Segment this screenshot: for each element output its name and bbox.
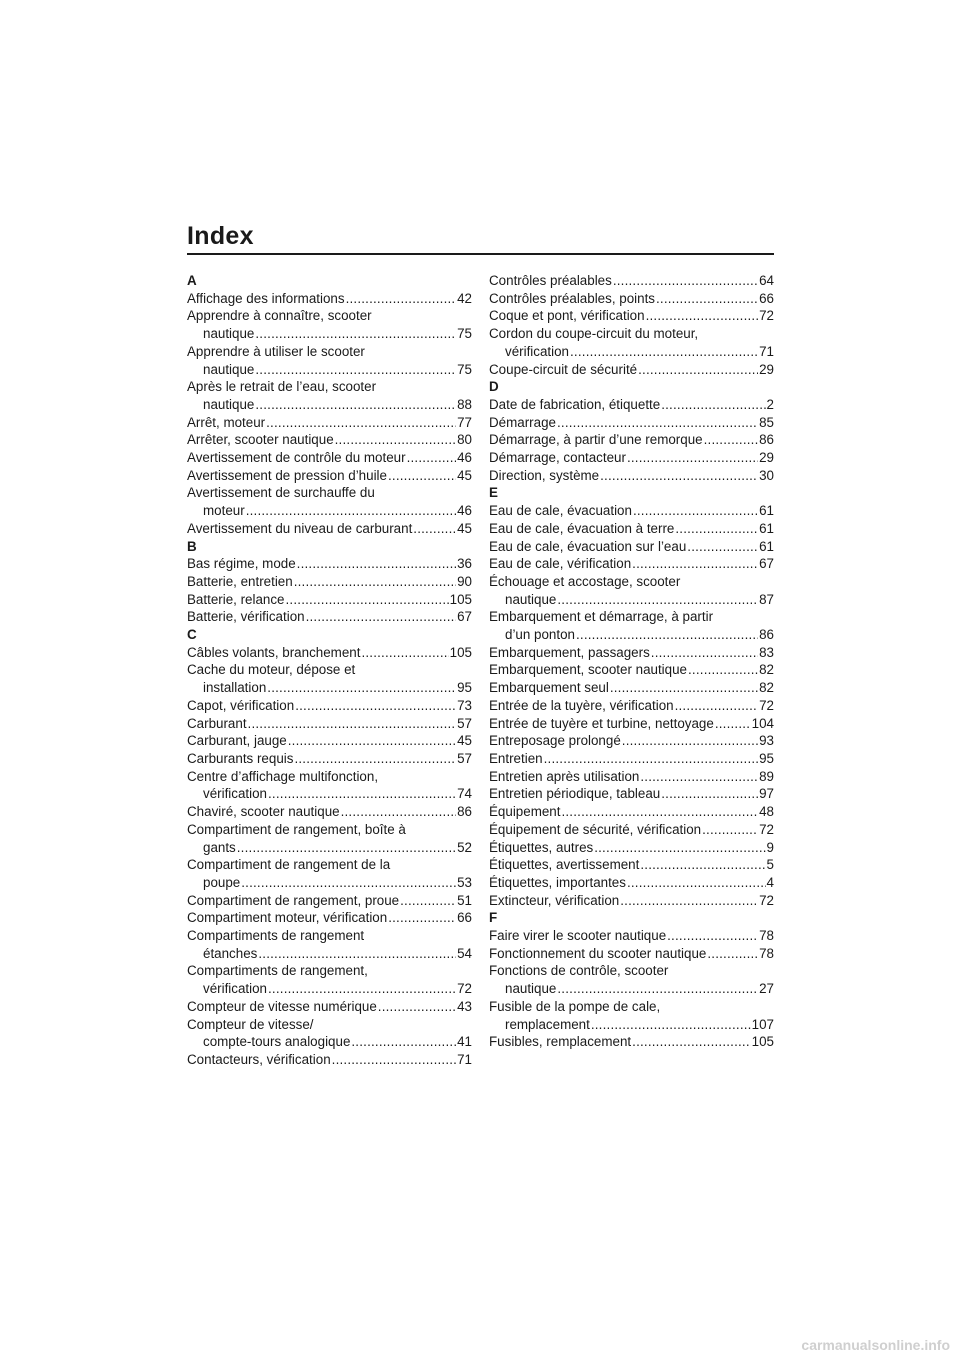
page-number: 46 [457, 450, 472, 466]
page-number: 86 [759, 627, 774, 643]
page-number: 75 [457, 326, 472, 342]
index-term: Câbles volants, branchement [187, 644, 361, 660]
dot-leader [688, 661, 758, 679]
index-term: Étiquettes, importantes [489, 874, 626, 890]
index-term: Fusibles, remplacement [489, 1034, 632, 1050]
index-term: Embarquement et démarrage, à partir [489, 609, 714, 625]
dot-leader [306, 608, 457, 626]
index-term: Avertissement de surchauffe du [187, 485, 375, 501]
page-number: 45 [457, 733, 472, 749]
index-term: Eau de cale, vérification [489, 556, 632, 572]
page-number: 4 [766, 874, 774, 890]
index-term: Démarrage, contacteur [489, 450, 626, 466]
index-entry [187, 998, 472, 1016]
index-term: moteur [203, 503, 245, 519]
dot-leader [258, 945, 456, 963]
index-term: nautique [203, 361, 255, 377]
index-entry [489, 715, 774, 733]
dot-leader [335, 431, 456, 449]
index-term: Batterie, vérification [187, 609, 305, 625]
index-letter-heading: A [187, 273, 197, 288]
page-number: 9 [766, 839, 774, 855]
page-number: 82 [759, 662, 774, 678]
index-entry [187, 608, 472, 626]
index-entry [187, 1016, 472, 1051]
index-term: Arrêt, moteur [187, 414, 266, 430]
index-entry [187, 555, 472, 573]
index-term: Carburant, jauge [187, 733, 287, 749]
dot-leader [707, 945, 758, 963]
page-number: 93 [759, 733, 774, 749]
page-number: 77 [457, 414, 472, 430]
index-letter-heading: F [489, 910, 498, 926]
index-term: Chaviré, scooter nautique [187, 804, 340, 820]
index-entry [489, 803, 774, 821]
dot-leader [656, 290, 758, 308]
index-term: Batterie, entretien [187, 573, 293, 589]
dot-leader [255, 325, 456, 343]
dot-leader [361, 644, 448, 662]
index-entry [489, 697, 774, 715]
index-term: d’un ponton [505, 627, 575, 643]
dot-leader [632, 1033, 751, 1051]
index-letter-heading: C [187, 627, 197, 643]
index-term: Contrôles préalables, points [489, 290, 655, 306]
page-number: 5 [766, 857, 774, 873]
page-number: 75 [457, 361, 472, 377]
dot-leader [295, 697, 456, 715]
index-term: Centre d’affichage multifonction, [187, 768, 379, 784]
index-entry [187, 520, 472, 538]
page-number: 45 [457, 467, 472, 483]
index-term: Extincteur, vérification [489, 892, 620, 908]
index-term: poupe [203, 874, 241, 890]
page-number: 46 [457, 503, 472, 519]
index-entry [187, 715, 472, 733]
index-term: Entrée de la tuyère, vérification [489, 697, 674, 713]
index-entry [489, 449, 774, 467]
index-entry [489, 962, 774, 997]
page-number: 48 [759, 804, 774, 820]
dot-leader [341, 803, 457, 821]
dot-leader [646, 307, 759, 325]
index-term: Embarquement, scooter nautique [489, 662, 688, 678]
index-term: vérification [203, 981, 268, 997]
dot-leader [613, 272, 758, 290]
dot-leader [561, 803, 758, 821]
dot-leader [594, 839, 765, 857]
index-entry [489, 573, 774, 608]
index-term: gants [203, 839, 236, 855]
page-number: 72 [457, 981, 472, 997]
page-number: 45 [457, 520, 472, 536]
dot-leader [388, 467, 456, 485]
index-term: Eau de cale, évacuation à terre [489, 520, 675, 536]
dot-leader [294, 573, 456, 591]
index-entry [489, 414, 774, 432]
index-entry [489, 998, 774, 1033]
index-entry [187, 909, 472, 927]
page-number: 57 [457, 750, 472, 766]
dot-leader [388, 909, 456, 927]
index-term: Entretien périodique, tableau [489, 786, 661, 802]
index-term: Direction, système [489, 467, 600, 483]
footer-watermark: carmanualsonline.info [801, 1337, 950, 1353]
dot-leader [557, 980, 758, 998]
index-entry [187, 343, 472, 378]
dot-leader [246, 502, 456, 520]
page-number: 72 [759, 821, 774, 837]
index-entry [187, 892, 472, 910]
index-term: Contrôles préalables [489, 273, 612, 288]
dot-leader [255, 361, 456, 379]
page-number: 51 [457, 892, 472, 908]
dot-leader [288, 732, 456, 750]
dot-leader [633, 502, 758, 520]
dot-leader [638, 361, 758, 379]
dot-leader [640, 856, 765, 874]
dot-leader [266, 414, 456, 432]
index-term: Date de fabrication, étiquette [489, 396, 661, 412]
index-entry [187, 856, 472, 891]
dot-leader [704, 431, 758, 449]
dot-leader [591, 1016, 751, 1034]
page-number: 87 [759, 591, 774, 607]
page-number: 86 [457, 804, 472, 820]
index-entry [489, 502, 774, 520]
index-term: Compartiments de rangement [187, 928, 365, 944]
index-entry [489, 608, 774, 643]
index-term: Embarquement seul [489, 680, 609, 696]
page-number: 89 [759, 768, 774, 784]
dot-leader [702, 821, 758, 839]
index-entry [489, 1033, 774, 1051]
index-entry [187, 768, 472, 803]
index-column-left [187, 272, 472, 1069]
index-letter-heading: D [489, 379, 499, 395]
index-entry [489, 325, 774, 360]
index-term: nautique [203, 396, 255, 412]
index-term: Compteur de vitesse/ [187, 1016, 314, 1032]
page-number: 64 [759, 273, 774, 288]
index-entry [187, 414, 472, 432]
dot-leader [661, 785, 758, 803]
index-term: Compteur de vitesse numérique [187, 998, 377, 1014]
index-entry [187, 290, 472, 308]
page-number: 53 [457, 874, 472, 890]
page-number: 72 [759, 892, 774, 908]
dot-leader [661, 396, 765, 414]
dot-leader [255, 396, 456, 414]
dot-leader [632, 555, 758, 573]
dot-leader [294, 750, 456, 768]
index-entry [187, 449, 472, 467]
index-term: Après le retrait de l’eau, scooter [187, 379, 377, 395]
index-entry [489, 307, 774, 325]
dot-leader [675, 697, 759, 715]
dot-leader [622, 732, 758, 750]
dot-leader [286, 591, 449, 609]
index-term: Eau de cale, évacuation [489, 503, 632, 519]
index-entry [489, 361, 774, 379]
index-entry [187, 378, 472, 413]
index-entry [489, 750, 774, 768]
index-letter-heading: B [187, 538, 197, 554]
page-number: 107 [751, 1016, 774, 1032]
index-entry [489, 839, 774, 857]
index-entry [187, 307, 472, 342]
index-term: Fusible de la pompe de cale, [489, 998, 661, 1014]
page-number: 61 [759, 538, 774, 554]
index-term: Capot, vérification [187, 697, 295, 713]
index-term: Avertissement de pression d’huile [187, 467, 387, 483]
index-entry [187, 962, 472, 997]
index-term: Contacteurs, vérification [187, 1051, 331, 1067]
index-term: installation [203, 680, 267, 696]
dot-leader [237, 839, 456, 857]
dot-leader [627, 449, 758, 467]
page-number: 66 [759, 290, 774, 306]
page-number: 85 [759, 414, 774, 430]
index-entry [489, 892, 774, 910]
index-term: Équipement de sécurité, vérification [489, 821, 702, 837]
dot-leader [351, 1033, 456, 1051]
dot-leader [620, 892, 758, 910]
page-number: 43 [457, 998, 472, 1014]
index-entry [489, 661, 774, 679]
index-entry [187, 661, 472, 696]
page-number: 29 [759, 361, 774, 377]
index-term: Compartiment de rangement de la [187, 857, 391, 873]
index-entry [187, 750, 472, 768]
index-entry [489, 785, 774, 803]
index-entry [489, 431, 774, 449]
dot-leader [600, 467, 758, 485]
index-term: Équipement [489, 804, 561, 820]
dot-leader [346, 290, 457, 308]
page-number: 105 [449, 644, 472, 660]
index-letter-heading: E [489, 485, 498, 501]
dot-leader [268, 980, 456, 998]
index-entry [187, 1051, 472, 1069]
page-number: 82 [759, 680, 774, 696]
page-number: 41 [457, 1034, 472, 1050]
index-term: Compartiment de rangement, boîte à [187, 821, 406, 837]
page-number: 36 [457, 556, 472, 572]
page-number: 74 [457, 786, 472, 802]
dot-leader [267, 679, 456, 697]
page-number: 61 [759, 503, 774, 519]
dot-leader [627, 874, 766, 892]
index-term: nautique [505, 981, 557, 997]
dot-leader [297, 555, 456, 573]
index-term: Coupe-circuit de sécurité [489, 361, 638, 377]
page-number: 67 [759, 556, 774, 572]
page-number: 105 [751, 1034, 774, 1050]
page-number: 27 [759, 981, 774, 997]
index-term: Démarrage, à partir d’une remorque [489, 432, 703, 448]
index-term: Arrêter, scooter nautique [187, 432, 334, 448]
title-divider [187, 253, 774, 255]
dot-leader [557, 591, 758, 609]
index-entry [489, 821, 774, 839]
page-number: 66 [457, 910, 472, 926]
index-term: Apprendre à connaître, scooter [187, 308, 372, 324]
index-entry [187, 803, 472, 821]
dot-leader [557, 414, 758, 432]
index-term: Entretien [489, 750, 543, 766]
dot-leader [268, 785, 456, 803]
dot-leader [248, 715, 457, 733]
index-entry [489, 644, 774, 662]
index-term: vérification [203, 786, 268, 802]
index-term: Échouage et accostage, scooter [489, 573, 681, 589]
dot-leader [378, 998, 456, 1016]
dot-leader [407, 449, 457, 467]
index-term: Étiquettes, autres [489, 839, 594, 855]
page-number: 90 [457, 573, 472, 589]
index-entry [489, 679, 774, 697]
index-term: nautique [203, 326, 255, 342]
index-entry [187, 697, 472, 715]
dot-leader [241, 874, 456, 892]
index-term: Avertissement du niveau de carburant [187, 520, 413, 536]
page-number: 61 [759, 520, 774, 536]
index-entry [489, 768, 774, 786]
index-term: Apprendre à utiliser le scooter [187, 343, 365, 359]
index-entry [489, 555, 774, 573]
dot-leader [715, 715, 751, 733]
page-number: 73 [457, 697, 472, 713]
index-entry [489, 927, 774, 945]
page-number: 88 [457, 396, 472, 412]
dot-leader [544, 750, 758, 768]
page-number: 42 [457, 290, 472, 306]
index-term: Faire virer le scooter nautique [489, 928, 667, 944]
index-term: Entrée de tuyère et turbine, nettoyage [489, 715, 714, 731]
index-term: Entreposage prolongé [489, 733, 621, 749]
index-entry [489, 520, 774, 538]
index-term: Coque et pont, vérification [489, 308, 645, 324]
index-entry [187, 591, 472, 609]
page-number: 52 [457, 839, 472, 855]
index-term: Carburants requis [187, 750, 294, 766]
index-term: Embarquement, passagers [489, 644, 650, 660]
page-number: 97 [759, 786, 774, 802]
index-entry [187, 644, 472, 662]
index-term: Carburant [187, 715, 247, 731]
index-term: Étiquettes, avertissement [489, 857, 640, 873]
index-term: compte-tours analogique [203, 1034, 351, 1050]
index-entry [489, 856, 774, 874]
dot-leader [332, 1051, 456, 1069]
index-column-right [489, 272, 774, 1051]
page-number: 57 [457, 715, 472, 731]
index-term: Démarrage [489, 414, 556, 430]
page-number: 83 [759, 644, 774, 660]
dot-leader [651, 644, 758, 662]
dot-leader [400, 892, 456, 910]
index-entry [187, 927, 472, 962]
page-number: 80 [457, 432, 472, 448]
index-term: Eau de cale, évacuation sur l’eau [489, 538, 687, 554]
index-term: Fonctions de contrôle, scooter [489, 963, 669, 979]
index-term: Batterie, relance [187, 591, 285, 607]
index-entry [187, 573, 472, 591]
page-number: 67 [457, 609, 472, 625]
page-number: 78 [759, 945, 774, 961]
page-number: 104 [751, 715, 774, 731]
index-term: Entretien après utilisation [489, 768, 640, 784]
page-number: 72 [759, 697, 774, 713]
index-term: Compartiments de rangement, [187, 963, 368, 979]
dot-leader [576, 626, 758, 644]
page-number: 78 [759, 928, 774, 944]
index-term: Cordon du coupe-circuit du moteur, [489, 326, 699, 342]
page-number: 71 [759, 343, 774, 359]
page-number: 54 [457, 945, 472, 961]
index-entry [489, 467, 774, 485]
index-term: Compartiment de rangement, proue [187, 892, 400, 908]
dot-leader [610, 679, 758, 697]
index-term: Bas régime, mode [187, 556, 296, 572]
index-entry [187, 431, 472, 449]
page-number: 95 [457, 680, 472, 696]
index-term: étanches [203, 945, 258, 961]
index-entry [489, 538, 774, 556]
index-term: remplacement [505, 1016, 590, 1032]
dot-leader [675, 520, 758, 538]
page-number: 2 [766, 396, 774, 412]
page-number: 105 [449, 591, 472, 607]
index-term: Compartiment moteur, vérification [187, 910, 388, 926]
index-entry [489, 945, 774, 963]
dot-leader [687, 538, 758, 556]
dot-leader [413, 520, 456, 538]
index-entry [489, 290, 774, 308]
index-entry [489, 272, 774, 290]
dot-leader [640, 768, 758, 786]
page-title: Index [187, 222, 254, 250]
index-term: vérification [505, 343, 570, 359]
dot-leader [570, 343, 758, 361]
index-entry [187, 821, 472, 856]
index-term: nautique [505, 591, 557, 607]
index-term: Avertissement de contrôle du moteur [187, 450, 406, 466]
page-number: 30 [759, 467, 774, 483]
page-number: 71 [457, 1051, 472, 1067]
index-entry [489, 396, 774, 414]
index-term: Fonctionnement du scooter nautique [489, 945, 707, 961]
page-number: 95 [759, 750, 774, 766]
dot-leader [667, 927, 758, 945]
page-number: 86 [759, 432, 774, 448]
index-term: Cache du moteur, dépose et [187, 662, 356, 678]
page-number: 72 [759, 308, 774, 324]
index-entry [187, 484, 472, 519]
index-entry [489, 874, 774, 892]
index-entry [489, 732, 774, 750]
index-entry [187, 732, 472, 750]
index-entry [187, 467, 472, 485]
page-number: 29 [759, 450, 774, 466]
index-term: Affichage des informations [187, 290, 345, 306]
